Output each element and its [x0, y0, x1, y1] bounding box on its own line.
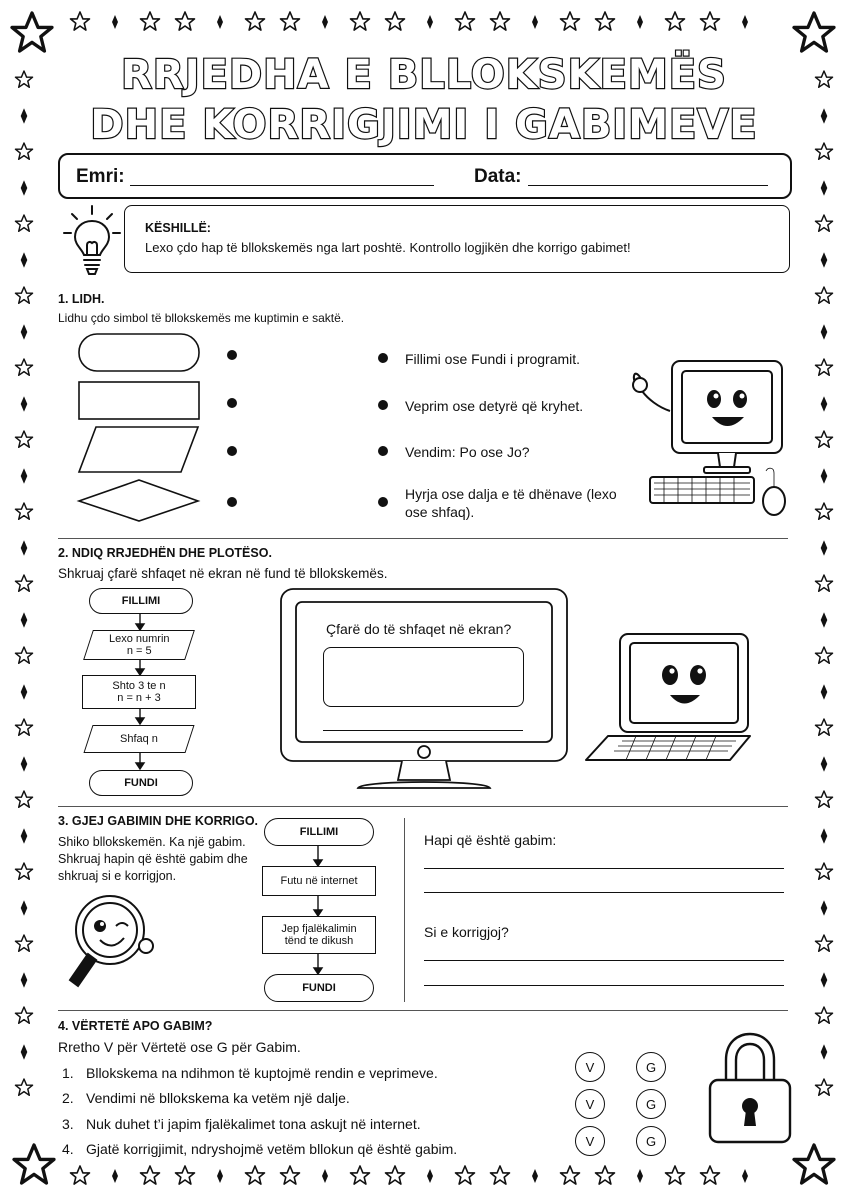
wrong-step-line-1[interactable] — [424, 868, 784, 869]
border-diamond-icon — [742, 1169, 748, 1183]
flow2-end: FUNDI — [89, 770, 193, 796]
section-3-instruction — [58, 834, 248, 885]
false-option-1[interactable]: G — [636, 1052, 666, 1082]
border-star-icon — [176, 1166, 195, 1184]
meaning-2: Veprim ose detyrë që kryhet. — [405, 398, 584, 414]
border-star-icon — [815, 863, 832, 879]
wrong-step-label: Hapi që është gabim: — [424, 832, 557, 848]
border-star-icon — [281, 1166, 300, 1184]
border-star-icon — [561, 12, 580, 30]
match-dot-left-2[interactable] — [227, 398, 237, 408]
tip-text: Lexo çdo hap të bllokskemës nga lart poshtë. Kontrollo logjikën dhe korrigo gabimet! — [145, 240, 631, 255]
divider-2 — [58, 806, 788, 807]
border-star-icon — [456, 12, 475, 30]
border-star-icon — [456, 1166, 475, 1184]
flow2-read-line1: Lexo numrin — [108, 633, 170, 645]
border-star-icon — [176, 12, 195, 30]
meaning-1: Fillimi ose Fundi i programit. — [405, 351, 581, 367]
match-dot-right-2[interactable] — [378, 400, 388, 410]
border-star-icon — [15, 575, 32, 591]
symbol-process — [79, 382, 199, 419]
border-star-icon — [666, 1166, 685, 1184]
border-diamond-icon — [821, 540, 828, 555]
name-date-box — [58, 153, 792, 199]
flow2-start: FILLIMI — [89, 588, 193, 614]
flow3-start: FILLIMI — [264, 818, 374, 846]
border-diamond-icon — [217, 15, 223, 29]
flow2-add-box — [82, 675, 196, 709]
worksheet-title-line-1: RRJEDHA E BLLOKSKEMËS — [121, 52, 727, 98]
border-star-icon — [596, 12, 615, 30]
computer-character-icon — [628, 355, 800, 520]
border-diamond-icon — [21, 900, 28, 915]
border-star-icon — [246, 12, 265, 30]
section-4-title: 4. VËRTETË APO GABIM? — [58, 1019, 213, 1033]
border-diamond-icon — [112, 1169, 118, 1183]
padlock-icon — [704, 1030, 796, 1146]
border-star-icon — [246, 1166, 265, 1184]
border-star-icon — [71, 1166, 90, 1184]
border-star-icon — [141, 12, 160, 30]
false-option-3[interactable]: G — [636, 1126, 666, 1156]
border-diamond-icon — [742, 15, 748, 29]
corner-star-top-right-icon — [794, 13, 834, 51]
flowchart-symbols — [74, 330, 204, 522]
flow3-step2-box — [262, 916, 376, 954]
section-1-instruction: Lidhu çdo simbol të bllokskemës me kuptimin e saktë. — [58, 311, 345, 325]
name-field[interactable] — [130, 185, 434, 186]
match-dot-right-4[interactable] — [378, 497, 388, 507]
border-star-icon — [15, 1079, 32, 1095]
border-star-icon — [815, 359, 832, 375]
statement-4 — [62, 1141, 457, 1157]
border-star-icon — [491, 1166, 510, 1184]
laptop-character-icon — [582, 630, 762, 770]
flow3-step1: Futu në internet — [262, 866, 376, 896]
section-3-instruction-line-1: Shiko bllokskemën. Ka një gabim. — [58, 835, 246, 849]
flow2-add-line1: Shto 3 te n — [112, 680, 166, 692]
border-diamond-icon — [637, 1169, 643, 1183]
magnifier-character-icon — [60, 890, 160, 1000]
border-diamond-icon — [21, 684, 28, 699]
section-2-title: 2. NDIQ RRJEDHËN DHE PLOTËSO. — [58, 546, 272, 560]
flow3-step2-line1: Jep fjalëkalimin — [281, 923, 357, 935]
border-star-icon — [15, 791, 32, 807]
true-option-1[interactable]: V — [575, 1052, 605, 1082]
flow3-step2-line2: tënd te dikush — [284, 935, 354, 947]
corner-star-bottom-right-icon — [794, 1145, 834, 1183]
symbol-terminator — [79, 334, 199, 371]
border-star-icon — [701, 12, 720, 30]
statement-2-text: Vendimi në bllokskema ka vetëm një dalje. — [86, 1090, 350, 1106]
section-3-vertical-divider — [404, 818, 405, 1002]
tip-box — [124, 205, 790, 273]
border-diamond-icon — [821, 612, 828, 627]
border-star-icon — [15, 863, 32, 879]
tip-heading: KËSHILLË: — [145, 221, 211, 235]
statement-2 — [62, 1090, 350, 1106]
flow2-read-box — [83, 630, 195, 660]
border-diamond-icon — [821, 1044, 828, 1059]
statement-1-text: Bllokskema na ndihmon të kuptojmë rendin e veprimeve. — [86, 1065, 438, 1081]
symbol-decision — [79, 480, 198, 521]
border-diamond-icon — [21, 540, 28, 555]
border-diamond-icon — [821, 252, 828, 267]
corner-star-top-left-icon — [12, 13, 52, 51]
flow2-show-box — [83, 725, 194, 753]
screen-answer-box[interactable] — [323, 647, 524, 707]
statement-3-number: 3. — [62, 1116, 74, 1132]
border-star-icon — [281, 12, 300, 30]
border-star-icon — [351, 12, 370, 30]
border-diamond-icon — [21, 612, 28, 627]
border-diamond-icon — [112, 15, 118, 29]
section-1-title: 1. LIDH. — [58, 292, 105, 306]
match-dot-right-1[interactable] — [378, 353, 388, 363]
flow2-add-line2: n = n + 3 — [117, 692, 161, 704]
border-star-icon — [561, 1166, 580, 1184]
statement-2-number: 2. — [62, 1090, 74, 1106]
border-star-icon — [15, 719, 32, 735]
border-diamond-icon — [821, 900, 828, 915]
fix-line-2[interactable] — [424, 985, 784, 986]
border-star-icon — [815, 1007, 832, 1023]
border-diamond-icon — [821, 756, 828, 771]
border-diamond-icon — [821, 828, 828, 843]
border-star-icon — [815, 935, 832, 951]
fix-label: Si e korrigjoj? — [424, 924, 509, 940]
border-diamond-icon — [21, 180, 28, 195]
match-dot-left-1[interactable] — [227, 350, 237, 360]
border-star-icon — [141, 1166, 160, 1184]
border-star-icon — [666, 12, 685, 30]
border-star-icon — [15, 359, 32, 375]
border-diamond-icon — [427, 1169, 433, 1183]
border-star-icon — [15, 647, 32, 663]
border-diamond-icon — [21, 756, 28, 771]
meaning-3: Vendim: Po ose Jo? — [405, 444, 530, 460]
border-star-icon — [491, 12, 510, 30]
border-diamond-icon — [21, 252, 28, 267]
true-option-2[interactable]: V — [575, 1089, 605, 1119]
border-diamond-icon — [217, 1169, 223, 1183]
border-star-icon — [15, 287, 32, 303]
border-star-icon — [71, 12, 90, 30]
lightbulb-icon — [60, 203, 122, 277]
symbol-input-output — [79, 427, 198, 472]
border-diamond-icon — [821, 396, 828, 411]
border-star-icon — [815, 215, 832, 231]
border-diamond-icon — [532, 15, 538, 29]
statement-1-number: 1. — [62, 1065, 74, 1081]
border-star-icon — [815, 791, 832, 807]
divider-3 — [58, 1010, 788, 1011]
border-star-icon — [815, 1079, 832, 1095]
screen-answer-line[interactable] — [323, 730, 523, 731]
screen-question: Çfarë do të shfaqet në ekran? — [326, 621, 512, 637]
border-diamond-icon — [322, 1169, 328, 1183]
border-star-icon — [815, 719, 832, 735]
border-star-icon — [15, 503, 32, 519]
border-star-icon — [815, 431, 832, 447]
border-diamond-icon — [532, 1169, 538, 1183]
section-2-instruction: Shkruaj çfarë shfaqet në ekran në fund të bllokskemës. — [58, 566, 388, 581]
border-star-icon — [15, 215, 32, 231]
flow2-show-label: Shfaq n — [120, 733, 158, 745]
border-diamond-icon — [322, 15, 328, 29]
match-dot-right-3[interactable] — [378, 446, 388, 456]
section-4-instruction: Rretho V për Vërtetë ose G për Gabim. — [58, 1039, 301, 1055]
border-star-icon — [815, 503, 832, 519]
statement-1 — [62, 1065, 438, 1081]
statement-3-text: Nuk duhet t’i japim fjalëkalimet tona askujt në internet. — [86, 1116, 421, 1132]
match-dot-left-4[interactable] — [227, 497, 237, 507]
border-star-icon — [15, 431, 32, 447]
border-star-icon — [701, 1166, 720, 1184]
date-label: Data: — [474, 166, 522, 187]
border-diamond-icon — [21, 324, 28, 339]
true-option-3[interactable]: V — [575, 1126, 605, 1156]
worksheet-title-line-2: DHE KORRIGJIMI I GABIMEVE — [90, 102, 758, 148]
border-diamond-icon — [821, 468, 828, 483]
border-star-icon — [15, 1007, 32, 1023]
name-label: Emri: — [76, 166, 125, 187]
border-diamond-icon — [821, 684, 828, 699]
border-diamond-icon — [21, 828, 28, 843]
meaning-4: Hyrja ose dalja e të dhënave (lexo ose shfaq). — [405, 486, 617, 520]
flow2-read-line2: n = 5 — [126, 645, 152, 657]
false-option-2[interactable]: G — [636, 1089, 666, 1119]
border-star-icon — [386, 12, 405, 30]
date-field[interactable] — [528, 185, 768, 186]
border-diamond-icon — [821, 324, 828, 339]
match-dot-left-3[interactable] — [227, 446, 237, 456]
border-diamond-icon — [821, 180, 828, 195]
section-3-instruction-line-2: Shkruaj hapin që është gabim dhe — [58, 852, 248, 866]
border-diamond-icon — [21, 396, 28, 411]
flow3-end: FUNDI — [264, 974, 374, 1002]
border-star-icon — [815, 287, 832, 303]
statement-4-text: Gjatë korrigjimit, ndryshojmë vetëm bllokun që është gabim. — [86, 1141, 458, 1157]
border-star-icon — [386, 1166, 405, 1184]
border-diamond-icon — [21, 1044, 28, 1059]
border-diamond-icon — [21, 468, 28, 483]
section-3-title: 3. GJEJ GABIMIN DHE KORRIGO. — [58, 814, 259, 828]
fix-line-1[interactable] — [424, 960, 784, 961]
border-star-icon — [596, 1166, 615, 1184]
section-3-instruction-line-3: shkruaj si e korrigjon. — [58, 869, 177, 883]
border-diamond-icon — [21, 972, 28, 987]
divider-1 — [58, 538, 788, 539]
border-star-icon — [815, 647, 832, 663]
border-diamond-icon — [821, 972, 828, 987]
border-diamond-icon — [427, 15, 433, 29]
corner-star-bottom-left-icon — [14, 1145, 54, 1183]
border-star-icon — [351, 1166, 370, 1184]
statement-3 — [62, 1116, 421, 1132]
statement-4-number: 4. — [62, 1141, 74, 1157]
border-star-icon — [815, 575, 832, 591]
wrong-step-line-2[interactable] — [424, 892, 784, 893]
border-diamond-icon — [637, 15, 643, 29]
border-star-icon — [15, 935, 32, 951]
